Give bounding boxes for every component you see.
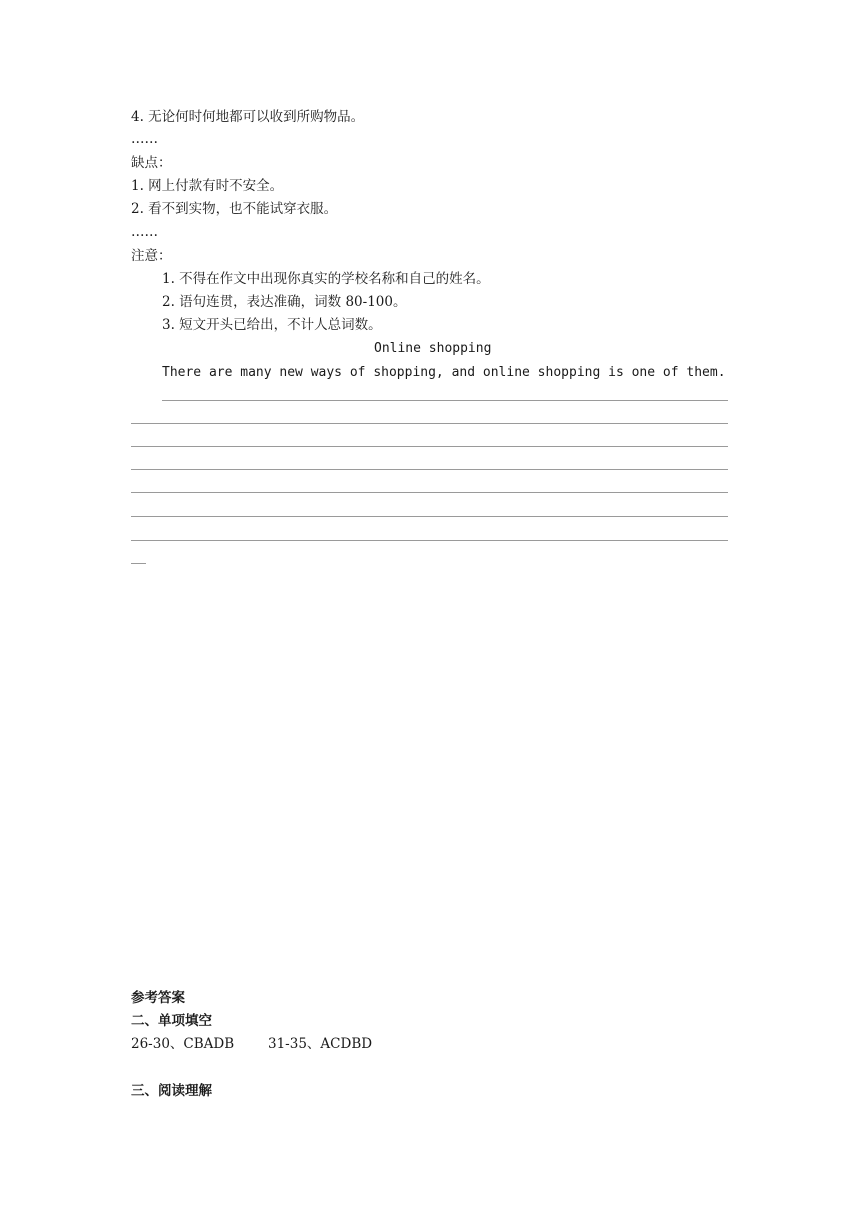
- note-item-3: 3. 短文开头已给出，不计人总词数。: [162, 317, 382, 333]
- writing-line: [162, 400, 728, 401]
- writing-line: [131, 469, 728, 470]
- writing-line: [131, 492, 728, 493]
- writing-line: [131, 423, 728, 424]
- answers-31-35: 31-35、ACDBD: [268, 1036, 373, 1052]
- note-item-1: 1. 不得在作文中出现你真实的学校名称和自己的姓名。: [162, 271, 490, 287]
- essay-opening: There are many new ways of shopping, and online shopping is one of them.: [162, 365, 726, 380]
- disadvantage-item-2: 2. 看不到实物，也不能试穿衣服。: [131, 201, 338, 217]
- answers-heading: 参考答案: [131, 990, 185, 1006]
- essay-title: Online shopping: [374, 341, 492, 356]
- note-item-2: 2. 语句连贯，表达准确，词数 80-100。: [162, 294, 407, 310]
- answers-26-30: 26-30、CBADB: [131, 1036, 235, 1052]
- writing-line: [131, 540, 728, 541]
- disadvantage-item-1: 1. 网上付款有时不安全。: [131, 178, 284, 194]
- advantages-ellipsis: ……: [131, 131, 158, 147]
- section-3-heading: 三、阅读理解: [131, 1083, 212, 1099]
- writing-line: [131, 516, 728, 517]
- writing-line: [131, 446, 728, 447]
- disadvantages-heading: 缺点：: [131, 155, 172, 171]
- section-2-heading: 二、单项填空: [131, 1013, 212, 1029]
- advantage-item-4: 4. 无论何时何地都可以收到所购物品。: [131, 109, 365, 125]
- notes-heading: 注意：: [131, 248, 172, 264]
- writing-line-end: [131, 563, 146, 564]
- disadvantages-ellipsis: ……: [131, 224, 158, 240]
